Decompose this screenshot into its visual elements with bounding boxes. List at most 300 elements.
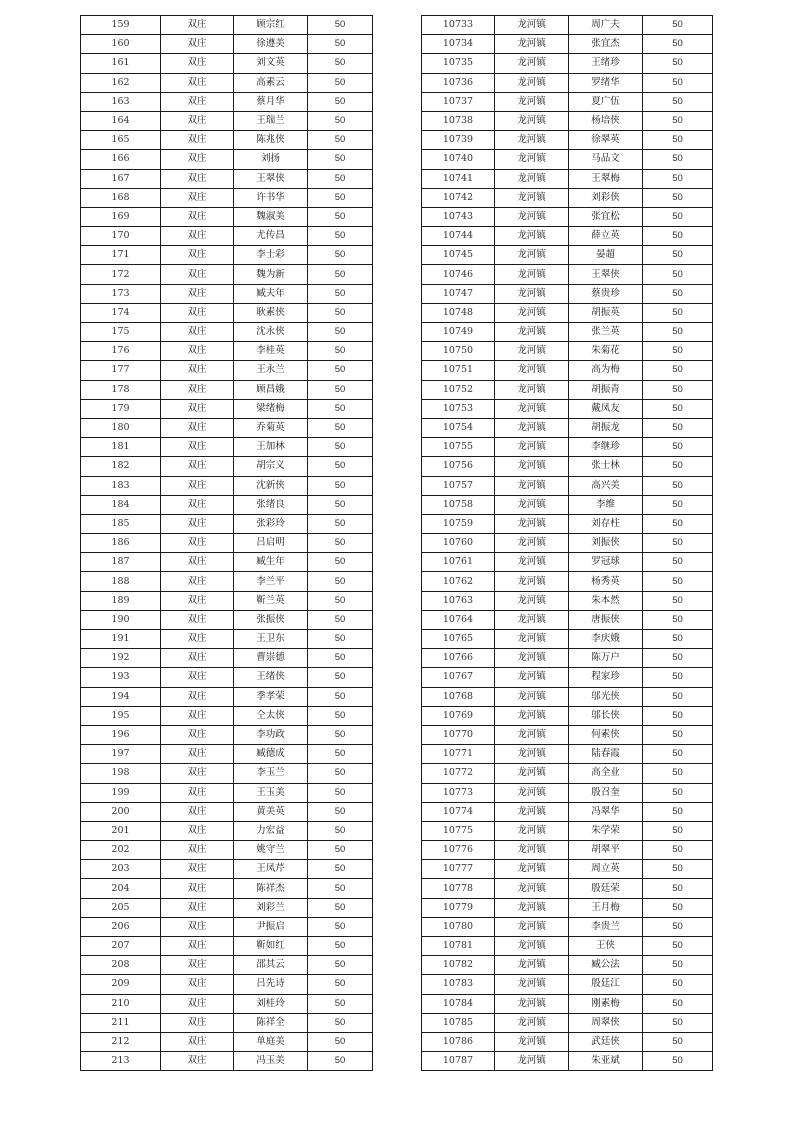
table-row <box>81 975 373 994</box>
name-cell: 陈祥杰 <box>234 879 308 898</box>
town-cell: 龙河镇 <box>495 534 569 553</box>
row-number-cell: 186 <box>81 534 161 553</box>
name-cell: 邵其云 <box>234 956 308 975</box>
table-row <box>422 207 713 226</box>
row-number-cell: 159 <box>81 16 161 35</box>
town-cell: 双庄 <box>161 917 234 936</box>
table-row <box>422 821 713 840</box>
amount-cell: 50 <box>308 937 373 956</box>
town-cell: 龙河镇 <box>495 956 569 975</box>
amount-cell: 50 <box>643 418 713 437</box>
amount-cell: 50 <box>308 150 373 169</box>
town-cell: 龙河镇 <box>495 687 569 706</box>
table-row <box>422 495 713 514</box>
row-number-cell: 10738 <box>422 111 495 130</box>
table-row <box>422 879 713 898</box>
row-number-cell: 10774 <box>422 802 495 821</box>
row-number-cell: 10776 <box>422 841 495 860</box>
amount-cell: 50 <box>643 994 713 1013</box>
amount-cell: 50 <box>643 342 713 361</box>
row-number-cell: 162 <box>81 73 161 92</box>
amount-cell: 50 <box>643 630 713 649</box>
town-cell: 龙河镇 <box>495 495 569 514</box>
row-number-cell: 192 <box>81 649 161 668</box>
row-number-cell: 187 <box>81 553 161 572</box>
table-row <box>81 188 373 207</box>
name-cell: 邬光侠 <box>569 687 643 706</box>
table-row <box>422 361 713 380</box>
amount-cell: 50 <box>643 534 713 553</box>
amount-cell: 50 <box>643 553 713 572</box>
name-cell: 张宜杰 <box>569 35 643 54</box>
town-cell: 双庄 <box>161 418 234 437</box>
town-cell: 双庄 <box>161 821 234 840</box>
table-row <box>422 802 713 821</box>
town-cell: 龙河镇 <box>495 725 569 744</box>
row-number-cell: 201 <box>81 821 161 840</box>
amount-cell: 50 <box>643 1052 713 1071</box>
name-cell: 魏淑美 <box>234 207 308 226</box>
amount-cell: 50 <box>643 246 713 265</box>
amount-cell: 50 <box>643 802 713 821</box>
table-row <box>422 303 713 322</box>
row-number-cell: 10775 <box>422 821 495 840</box>
name-cell: 胡振英 <box>569 303 643 322</box>
table-row <box>81 745 373 764</box>
row-number-cell: 10758 <box>422 495 495 514</box>
table-row <box>81 284 373 303</box>
amount-cell: 50 <box>643 745 713 764</box>
table-row <box>422 457 713 476</box>
town-cell: 双庄 <box>161 476 234 495</box>
town-cell: 双庄 <box>161 534 234 553</box>
town-cell: 双庄 <box>161 841 234 860</box>
town-cell: 龙河镇 <box>495 994 569 1013</box>
table-row <box>81 821 373 840</box>
table-row <box>422 418 713 437</box>
row-number-cell: 163 <box>81 92 161 111</box>
table-row <box>81 246 373 265</box>
amount-cell: 50 <box>643 399 713 418</box>
amount-cell: 50 <box>308 534 373 553</box>
table-row <box>81 227 373 246</box>
amount-cell: 50 <box>308 418 373 437</box>
amount-cell: 50 <box>308 706 373 725</box>
name-cell: 陈祥全 <box>234 1013 308 1032</box>
town-cell: 龙河镇 <box>495 342 569 361</box>
amount-cell: 50 <box>643 131 713 150</box>
amount-cell: 50 <box>643 860 713 879</box>
name-cell: 邬长侠 <box>569 706 643 725</box>
amount-cell: 50 <box>308 725 373 744</box>
table-row <box>422 227 713 246</box>
name-cell: 尤传昌 <box>234 227 308 246</box>
name-cell: 刘存柱 <box>569 514 643 533</box>
town-cell: 龙河镇 <box>495 630 569 649</box>
row-number-cell: 209 <box>81 975 161 994</box>
table-row <box>81 54 373 73</box>
amount-cell: 50 <box>643 706 713 725</box>
table-row <box>422 54 713 73</box>
amount-cell: 50 <box>308 860 373 879</box>
table-row <box>81 207 373 226</box>
town-cell: 龙河镇 <box>495 246 569 265</box>
amount-cell: 50 <box>643 572 713 591</box>
row-number-cell: 174 <box>81 303 161 322</box>
town-cell: 双庄 <box>161 898 234 917</box>
row-number-cell: 179 <box>81 399 161 418</box>
amount-cell: 50 <box>643 879 713 898</box>
row-number-cell: 10771 <box>422 745 495 764</box>
name-cell: 武廷侠 <box>569 1032 643 1051</box>
table-row <box>81 668 373 687</box>
name-cell: 胡宗义 <box>234 457 308 476</box>
table-row <box>422 898 713 917</box>
row-number-cell: 202 <box>81 841 161 860</box>
row-number-cell: 10779 <box>422 898 495 917</box>
table-row <box>422 35 713 54</box>
table-row <box>81 591 373 610</box>
town-cell: 龙河镇 <box>495 668 569 687</box>
table-row <box>422 668 713 687</box>
row-number-cell: 210 <box>81 994 161 1013</box>
amount-cell: 50 <box>643 514 713 533</box>
name-cell: 刘彩兰 <box>234 898 308 917</box>
name-cell: 耿素侠 <box>234 303 308 322</box>
name-cell: 李维 <box>569 495 643 514</box>
town-cell: 双庄 <box>161 92 234 111</box>
town-cell: 双庄 <box>161 668 234 687</box>
town-cell: 龙河镇 <box>495 860 569 879</box>
roster-body-right <box>422 16 713 1071</box>
name-cell: 杨培侠 <box>569 111 643 130</box>
table-row <box>81 802 373 821</box>
table-row <box>422 150 713 169</box>
name-cell: 高全业 <box>569 764 643 783</box>
table-row <box>81 553 373 572</box>
row-number-cell: 10745 <box>422 246 495 265</box>
name-cell: 力宏益 <box>234 821 308 840</box>
row-number-cell: 169 <box>81 207 161 226</box>
town-cell: 龙河镇 <box>495 303 569 322</box>
table-row <box>81 303 373 322</box>
town-cell: 双庄 <box>161 994 234 1013</box>
row-number-cell: 200 <box>81 802 161 821</box>
row-number-cell: 10778 <box>422 879 495 898</box>
table-row <box>81 111 373 130</box>
row-number-cell: 164 <box>81 111 161 130</box>
table-row <box>422 610 713 629</box>
name-cell: 李贵兰 <box>569 917 643 936</box>
amount-cell: 50 <box>643 495 713 514</box>
row-number-cell: 181 <box>81 438 161 457</box>
town-cell: 双庄 <box>161 438 234 457</box>
row-number-cell: 185 <box>81 514 161 533</box>
table-row <box>422 534 713 553</box>
table-row <box>422 841 713 860</box>
name-cell: 陈万户 <box>569 649 643 668</box>
row-number-cell: 208 <box>81 956 161 975</box>
table-row <box>422 706 713 725</box>
name-cell: 蔡月华 <box>234 92 308 111</box>
town-cell: 双庄 <box>161 937 234 956</box>
town-cell: 双庄 <box>161 725 234 744</box>
row-number-cell: 10734 <box>422 35 495 54</box>
amount-cell: 50 <box>643 764 713 783</box>
name-cell: 乔菊英 <box>234 418 308 437</box>
table-row <box>422 1013 713 1032</box>
row-number-cell: 160 <box>81 35 161 54</box>
name-cell: 罗绪华 <box>569 73 643 92</box>
table-row <box>81 879 373 898</box>
table-row <box>422 476 713 495</box>
table-row <box>81 841 373 860</box>
row-number-cell: 10782 <box>422 956 495 975</box>
amount-cell: 50 <box>308 841 373 860</box>
town-cell: 双庄 <box>161 246 234 265</box>
amount-cell: 50 <box>308 975 373 994</box>
name-cell: 吕启明 <box>234 534 308 553</box>
name-cell: 沈永侠 <box>234 323 308 342</box>
amount-cell: 50 <box>308 1052 373 1071</box>
name-cell: 冯翠华 <box>569 802 643 821</box>
table-row <box>81 534 373 553</box>
amount-cell: 50 <box>308 303 373 322</box>
row-number-cell: 10764 <box>422 610 495 629</box>
amount-cell: 50 <box>643 1013 713 1032</box>
name-cell: 季孝荣 <box>234 687 308 706</box>
row-number-cell: 189 <box>81 591 161 610</box>
town-cell: 龙河镇 <box>495 150 569 169</box>
amount-cell: 50 <box>308 649 373 668</box>
amount-cell: 50 <box>643 92 713 111</box>
row-number-cell: 10742 <box>422 188 495 207</box>
amount-cell: 50 <box>643 937 713 956</box>
name-cell: 王凤芹 <box>234 860 308 879</box>
table-row <box>422 246 713 265</box>
table-row <box>81 956 373 975</box>
table-row <box>81 380 373 399</box>
amount-cell: 50 <box>308 917 373 936</box>
amount-cell: 50 <box>308 35 373 54</box>
town-cell: 双庄 <box>161 284 234 303</box>
table-row <box>422 783 713 802</box>
row-number-cell: 10760 <box>422 534 495 553</box>
roster-table-right <box>421 15 713 1071</box>
amount-cell: 50 <box>643 188 713 207</box>
amount-cell: 50 <box>308 361 373 380</box>
town-cell: 龙河镇 <box>495 591 569 610</box>
amount-cell: 50 <box>308 169 373 188</box>
row-number-cell: 10770 <box>422 725 495 744</box>
row-number-cell: 10768 <box>422 687 495 706</box>
table-row <box>81 706 373 725</box>
town-cell: 双庄 <box>161 207 234 226</box>
town-cell: 双庄 <box>161 227 234 246</box>
name-cell: 王翠侠 <box>234 169 308 188</box>
town-cell: 双庄 <box>161 591 234 610</box>
name-cell: 尹振启 <box>234 917 308 936</box>
town-cell: 龙河镇 <box>495 111 569 130</box>
row-number-cell: 10767 <box>422 668 495 687</box>
town-cell: 双庄 <box>161 495 234 514</box>
table-row <box>422 725 713 744</box>
table-row <box>81 342 373 361</box>
town-cell: 龙河镇 <box>495 16 569 35</box>
table-row <box>422 131 713 150</box>
name-cell: 蔡贵珍 <box>569 284 643 303</box>
amount-cell: 50 <box>643 821 713 840</box>
table-row <box>422 265 713 284</box>
amount-cell: 50 <box>308 514 373 533</box>
amount-cell: 50 <box>643 380 713 399</box>
town-cell: 龙河镇 <box>495 1052 569 1071</box>
town-cell: 双庄 <box>161 457 234 476</box>
amount-cell: 50 <box>643 1032 713 1051</box>
amount-cell: 50 <box>643 361 713 380</box>
table-row <box>422 649 713 668</box>
amount-cell: 50 <box>643 35 713 54</box>
table-row <box>422 764 713 783</box>
name-cell: 臧公法 <box>569 956 643 975</box>
town-cell: 双庄 <box>161 265 234 284</box>
name-cell: 许书华 <box>234 188 308 207</box>
town-cell: 龙河镇 <box>495 745 569 764</box>
name-cell: 徐遵美 <box>234 35 308 54</box>
name-cell: 姚守兰 <box>234 841 308 860</box>
town-cell: 双庄 <box>161 553 234 572</box>
amount-cell: 50 <box>308 16 373 35</box>
town-cell: 双庄 <box>161 111 234 130</box>
amount-cell: 50 <box>308 956 373 975</box>
row-number-cell: 166 <box>81 150 161 169</box>
row-number-cell: 183 <box>81 476 161 495</box>
row-number-cell: 10741 <box>422 169 495 188</box>
town-cell: 双庄 <box>161 630 234 649</box>
table-row <box>422 956 713 975</box>
table-row <box>81 399 373 418</box>
town-cell: 双庄 <box>161 783 234 802</box>
town-cell: 双庄 <box>161 380 234 399</box>
table-row <box>81 917 373 936</box>
amount-cell: 50 <box>308 380 373 399</box>
town-cell: 双庄 <box>161 1013 234 1032</box>
table-row <box>422 1052 713 1071</box>
table-row <box>81 898 373 917</box>
amount-cell: 50 <box>643 73 713 92</box>
town-cell: 双庄 <box>161 150 234 169</box>
row-number-cell: 161 <box>81 54 161 73</box>
table-row <box>81 649 373 668</box>
name-cell: 王玉美 <box>234 783 308 802</box>
town-cell: 龙河镇 <box>495 54 569 73</box>
name-cell: 高素云 <box>234 73 308 92</box>
name-cell: 吕先诗 <box>234 975 308 994</box>
row-number-cell: 10755 <box>422 438 495 457</box>
amount-cell: 50 <box>308 342 373 361</box>
table-row <box>422 994 713 1013</box>
row-number-cell: 10744 <box>422 227 495 246</box>
row-number-cell: 188 <box>81 572 161 591</box>
amount-cell: 50 <box>308 591 373 610</box>
row-number-cell: 10757 <box>422 476 495 495</box>
name-cell: 周立英 <box>569 860 643 879</box>
table-row <box>81 92 373 111</box>
amount-cell: 50 <box>308 323 373 342</box>
town-cell: 龙河镇 <box>495 418 569 437</box>
table-row <box>422 572 713 591</box>
name-cell: 臧夫年 <box>234 284 308 303</box>
table-row <box>422 514 713 533</box>
name-cell: 胡振青 <box>569 380 643 399</box>
name-cell: 仝太侠 <box>234 706 308 725</box>
town-cell: 龙河镇 <box>495 802 569 821</box>
row-number-cell: 10739 <box>422 131 495 150</box>
town-cell: 龙河镇 <box>495 841 569 860</box>
row-number-cell: 180 <box>81 418 161 437</box>
amount-cell: 50 <box>643 438 713 457</box>
name-cell: 周广夫 <box>569 16 643 35</box>
town-cell: 龙河镇 <box>495 879 569 898</box>
town-cell: 双庄 <box>161 1032 234 1051</box>
amount-cell: 50 <box>308 802 373 821</box>
name-cell: 陆春霞 <box>569 745 643 764</box>
table-row <box>81 764 373 783</box>
table-row <box>81 73 373 92</box>
name-cell: 马品文 <box>569 150 643 169</box>
amount-cell: 50 <box>308 438 373 457</box>
amount-cell: 50 <box>308 54 373 73</box>
row-number-cell: 10736 <box>422 73 495 92</box>
table-row <box>422 380 713 399</box>
row-number-cell: 10762 <box>422 572 495 591</box>
amount-cell: 50 <box>643 16 713 35</box>
row-number-cell: 176 <box>81 342 161 361</box>
row-number-cell: 10783 <box>422 975 495 994</box>
row-number-cell: 167 <box>81 169 161 188</box>
name-cell: 魏为新 <box>234 265 308 284</box>
name-cell: 晏超 <box>569 246 643 265</box>
table-row <box>81 860 373 879</box>
name-cell: 刘彩侠 <box>569 188 643 207</box>
table-row <box>81 572 373 591</box>
name-cell: 薛立英 <box>569 227 643 246</box>
name-cell: 陈兆侠 <box>234 131 308 150</box>
row-number-cell: 10747 <box>422 284 495 303</box>
name-cell: 刘扬 <box>234 150 308 169</box>
row-number-cell: 171 <box>81 246 161 265</box>
town-cell: 双庄 <box>161 514 234 533</box>
table-row <box>422 323 713 342</box>
amount-cell: 50 <box>308 879 373 898</box>
town-cell: 龙河镇 <box>495 1032 569 1051</box>
row-number-cell: 10765 <box>422 630 495 649</box>
name-cell: 王绪珍 <box>569 54 643 73</box>
town-cell: 龙河镇 <box>495 131 569 150</box>
town-cell: 龙河镇 <box>495 572 569 591</box>
row-number-cell: 10763 <box>422 591 495 610</box>
town-cell: 双庄 <box>161 169 234 188</box>
amount-cell: 50 <box>308 457 373 476</box>
name-cell: 朱本然 <box>569 591 643 610</box>
table-row <box>81 610 373 629</box>
row-number-cell: 175 <box>81 323 161 342</box>
town-cell: 双庄 <box>161 303 234 322</box>
name-cell: 朱亚斌 <box>569 1052 643 1071</box>
town-cell: 双庄 <box>161 649 234 668</box>
amount-cell: 50 <box>308 399 373 418</box>
row-number-cell: 178 <box>81 380 161 399</box>
